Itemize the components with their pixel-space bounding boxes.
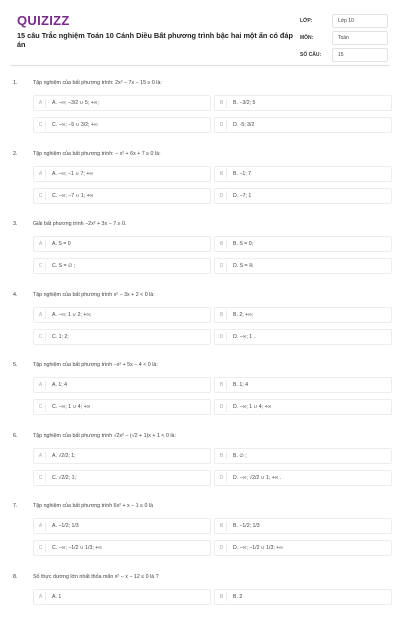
quizizz-logo: QUIZIZZ (17, 13, 70, 28)
option-text: B. 2 (233, 594, 242, 600)
meta-label: LỚP: (300, 18, 332, 24)
option-letter: B (217, 99, 227, 108)
answer-option-a[interactable] (33, 95, 211, 111)
option-text: B. 1; 4 (233, 382, 248, 388)
option-text: A. −∞; 1 ∪ 2; +∞; (52, 312, 91, 318)
question-8 (0, 568, 400, 638)
option-text: A. −∞; −3/2 ∪ 5; +∞; (52, 100, 99, 106)
option-text: C. −∞; −5 ∪ 3/2; +∞ (52, 122, 98, 128)
option-text: B. S = 0; (233, 241, 253, 247)
answer-option-c[interactable] (33, 540, 211, 556)
question-text: Tập nghiệm của bất phương trình √2x² − (√2 + 1)x + 1 < 0 là: (33, 433, 176, 439)
option-text: B. ∅ ; (233, 453, 247, 459)
question-list (0, 74, 400, 638)
option-text: C. √2/2; 1; (52, 475, 76, 481)
option-letter: B (217, 169, 227, 178)
meta-panel (300, 13, 388, 64)
meta-label: MÔN: (300, 35, 332, 41)
option-text: D. −∞; √2/2 ∪ 1; +∞ . (233, 475, 281, 481)
question-text: Tập nghiệm của bất phương trình: 2x² − 7x − 15 ≥ 0 là: (33, 80, 162, 86)
option-letter: A (36, 592, 46, 601)
answer-option-a[interactable] (33, 377, 211, 393)
answer-option-c[interactable] (33, 188, 211, 204)
option-text: A. 1 (52, 594, 61, 600)
question-5 (0, 356, 400, 427)
answer-option-a[interactable] (33, 589, 211, 605)
question-7 (0, 497, 400, 568)
option-letter: D (217, 121, 227, 130)
answer-option-b[interactable] (214, 95, 392, 111)
answer-option-a[interactable] (33, 236, 211, 252)
meta-row-class (300, 13, 388, 28)
option-text: D. −∞; −1/2 ∪ 1/3; +∞ (233, 545, 283, 551)
question-number: 1. (13, 80, 17, 86)
question-1 (0, 74, 400, 145)
option-text: C. −∞; −7 ∪ 1; +∞ (52, 193, 93, 199)
option-letter: A (36, 381, 46, 390)
option-letter: D (217, 191, 227, 200)
option-letter: A (36, 522, 46, 531)
answer-option-c[interactable] (33, 258, 211, 274)
option-letter: C (36, 403, 46, 412)
answer-option-c[interactable] (33, 329, 211, 345)
option-letter: A (36, 169, 46, 178)
option-letter: C (36, 473, 46, 482)
option-letter: A (36, 451, 46, 460)
answer-option-c[interactable] (33, 470, 211, 486)
answer-option-d[interactable] (214, 188, 392, 204)
option-letter: A (36, 99, 46, 108)
question-4 (0, 286, 400, 357)
answer-option-b[interactable] (214, 589, 392, 605)
meta-label: SỐ CÂU: (300, 52, 332, 58)
answer-option-a[interactable] (33, 307, 211, 323)
option-letter: B (217, 592, 227, 601)
answer-option-b[interactable] (214, 448, 392, 464)
option-letter: C (36, 544, 46, 553)
option-letter: A (36, 310, 46, 319)
answer-option-d[interactable] (214, 399, 392, 415)
option-letter: B (217, 310, 227, 319)
question-text: Tập nghiệm của bất phương trình −x² + 5x − 4 < 0 là: (33, 362, 158, 368)
option-text: D. -5; 3/2 (233, 122, 254, 128)
answer-option-d[interactable] (214, 329, 392, 345)
option-letter: C (36, 262, 46, 271)
question-number: 6. (13, 433, 17, 439)
question-number: 2. (13, 151, 17, 157)
option-letter: B (217, 522, 227, 531)
answer-option-d[interactable] (214, 470, 392, 486)
option-letter: C (36, 191, 46, 200)
meta-value: Toán (332, 31, 388, 45)
question-3 (0, 215, 400, 286)
question-text: Tập nghiệm của bất phương trình: − x² + 6x + 7 ≥ 0 là: (33, 151, 161, 157)
option-text: A. −∞; −1 ∪ 7; +∞ (52, 171, 93, 177)
option-letter: D (217, 262, 227, 271)
option-text: B. −1/2; 1/3 (233, 523, 260, 529)
answer-option-b[interactable] (214, 166, 392, 182)
meta-row-subject (300, 30, 388, 45)
document-title: 15 câu Trắc nghiệm Toán 10 Cánh Diều Bất phương trình bậc hai một ẩn có đáp án (17, 31, 297, 49)
meta-value: 15 (332, 48, 388, 62)
header-divider (10, 65, 390, 66)
answer-option-b[interactable] (214, 377, 392, 393)
option-letter: D (217, 473, 227, 482)
option-text: A. −1/2; 1/3 (52, 523, 79, 529)
question-2 (0, 145, 400, 216)
meta-value: Lớp 10 (332, 14, 388, 28)
answer-option-d[interactable] (214, 117, 392, 133)
question-number: 3. (13, 221, 17, 227)
question-number: 8. (13, 574, 17, 580)
question-text: Tập nghiệm của bất phương trình 6x² + x − 1 ≤ 0 là (33, 503, 153, 509)
answer-option-a[interactable] (33, 166, 211, 182)
question-6 (0, 427, 400, 498)
option-text: A. √2/2; 1; (52, 453, 76, 459)
option-letter: B (217, 451, 227, 460)
option-text: C. −∞; −1/2 ∪ 1/3; +∞ (52, 545, 102, 551)
option-text: D. −∞; 1 ∪ 4; +∞ (233, 404, 271, 410)
answer-option-d[interactable] (214, 258, 392, 274)
answer-option-b[interactable] (214, 518, 392, 534)
answer-option-b[interactable] (214, 307, 392, 323)
question-text: Tập nghiệm của bất phương trình x² − 3x + 2 < 0 là: (33, 292, 155, 298)
option-letter: D (217, 403, 227, 412)
option-text: B. −3/2; 5 (233, 100, 255, 106)
option-letter: C (36, 332, 46, 341)
answer-option-a[interactable] (33, 448, 211, 464)
option-letter: B (217, 240, 227, 249)
question-number: 7. (13, 503, 17, 509)
option-text: D. S = ℝ (233, 263, 253, 269)
option-text: D. −7; 1 (233, 193, 251, 199)
option-letter: C (36, 121, 46, 130)
question-number: 4. (13, 292, 17, 298)
option-letter: A (36, 240, 46, 249)
answer-option-c[interactable] (33, 399, 211, 415)
answer-option-c[interactable] (33, 117, 211, 133)
question-number: 5. (13, 362, 17, 368)
answer-option-d[interactable] (214, 540, 392, 556)
option-letter: D (217, 332, 227, 341)
option-letter: D (217, 544, 227, 553)
option-text: B. −1; 7 (233, 171, 251, 177)
option-text: A. S = 0 (52, 241, 71, 247)
option-text: D. −∞; 1 . (233, 334, 255, 340)
answer-option-b[interactable] (214, 236, 392, 252)
option-text: C. S = ∅ ; (52, 263, 75, 269)
option-text: A. 1; 4 (52, 382, 67, 388)
meta-row-count (300, 47, 388, 62)
option-letter: B (217, 381, 227, 390)
option-text: C. −∞; 1 ∪ 4; +∞ (52, 404, 90, 410)
option-text: B. 2; +∞; (233, 312, 253, 318)
question-text: Số thực dương lớn nhất thỏa mãn x² − x − 12 ≤ 0 là ? (33, 574, 159, 580)
answer-option-a[interactable] (33, 518, 211, 534)
question-text: Giải bất phương trình −2x² + 3x − 7 ≥ 0. (33, 221, 126, 227)
option-text: C. 1; 2; (52, 334, 69, 340)
